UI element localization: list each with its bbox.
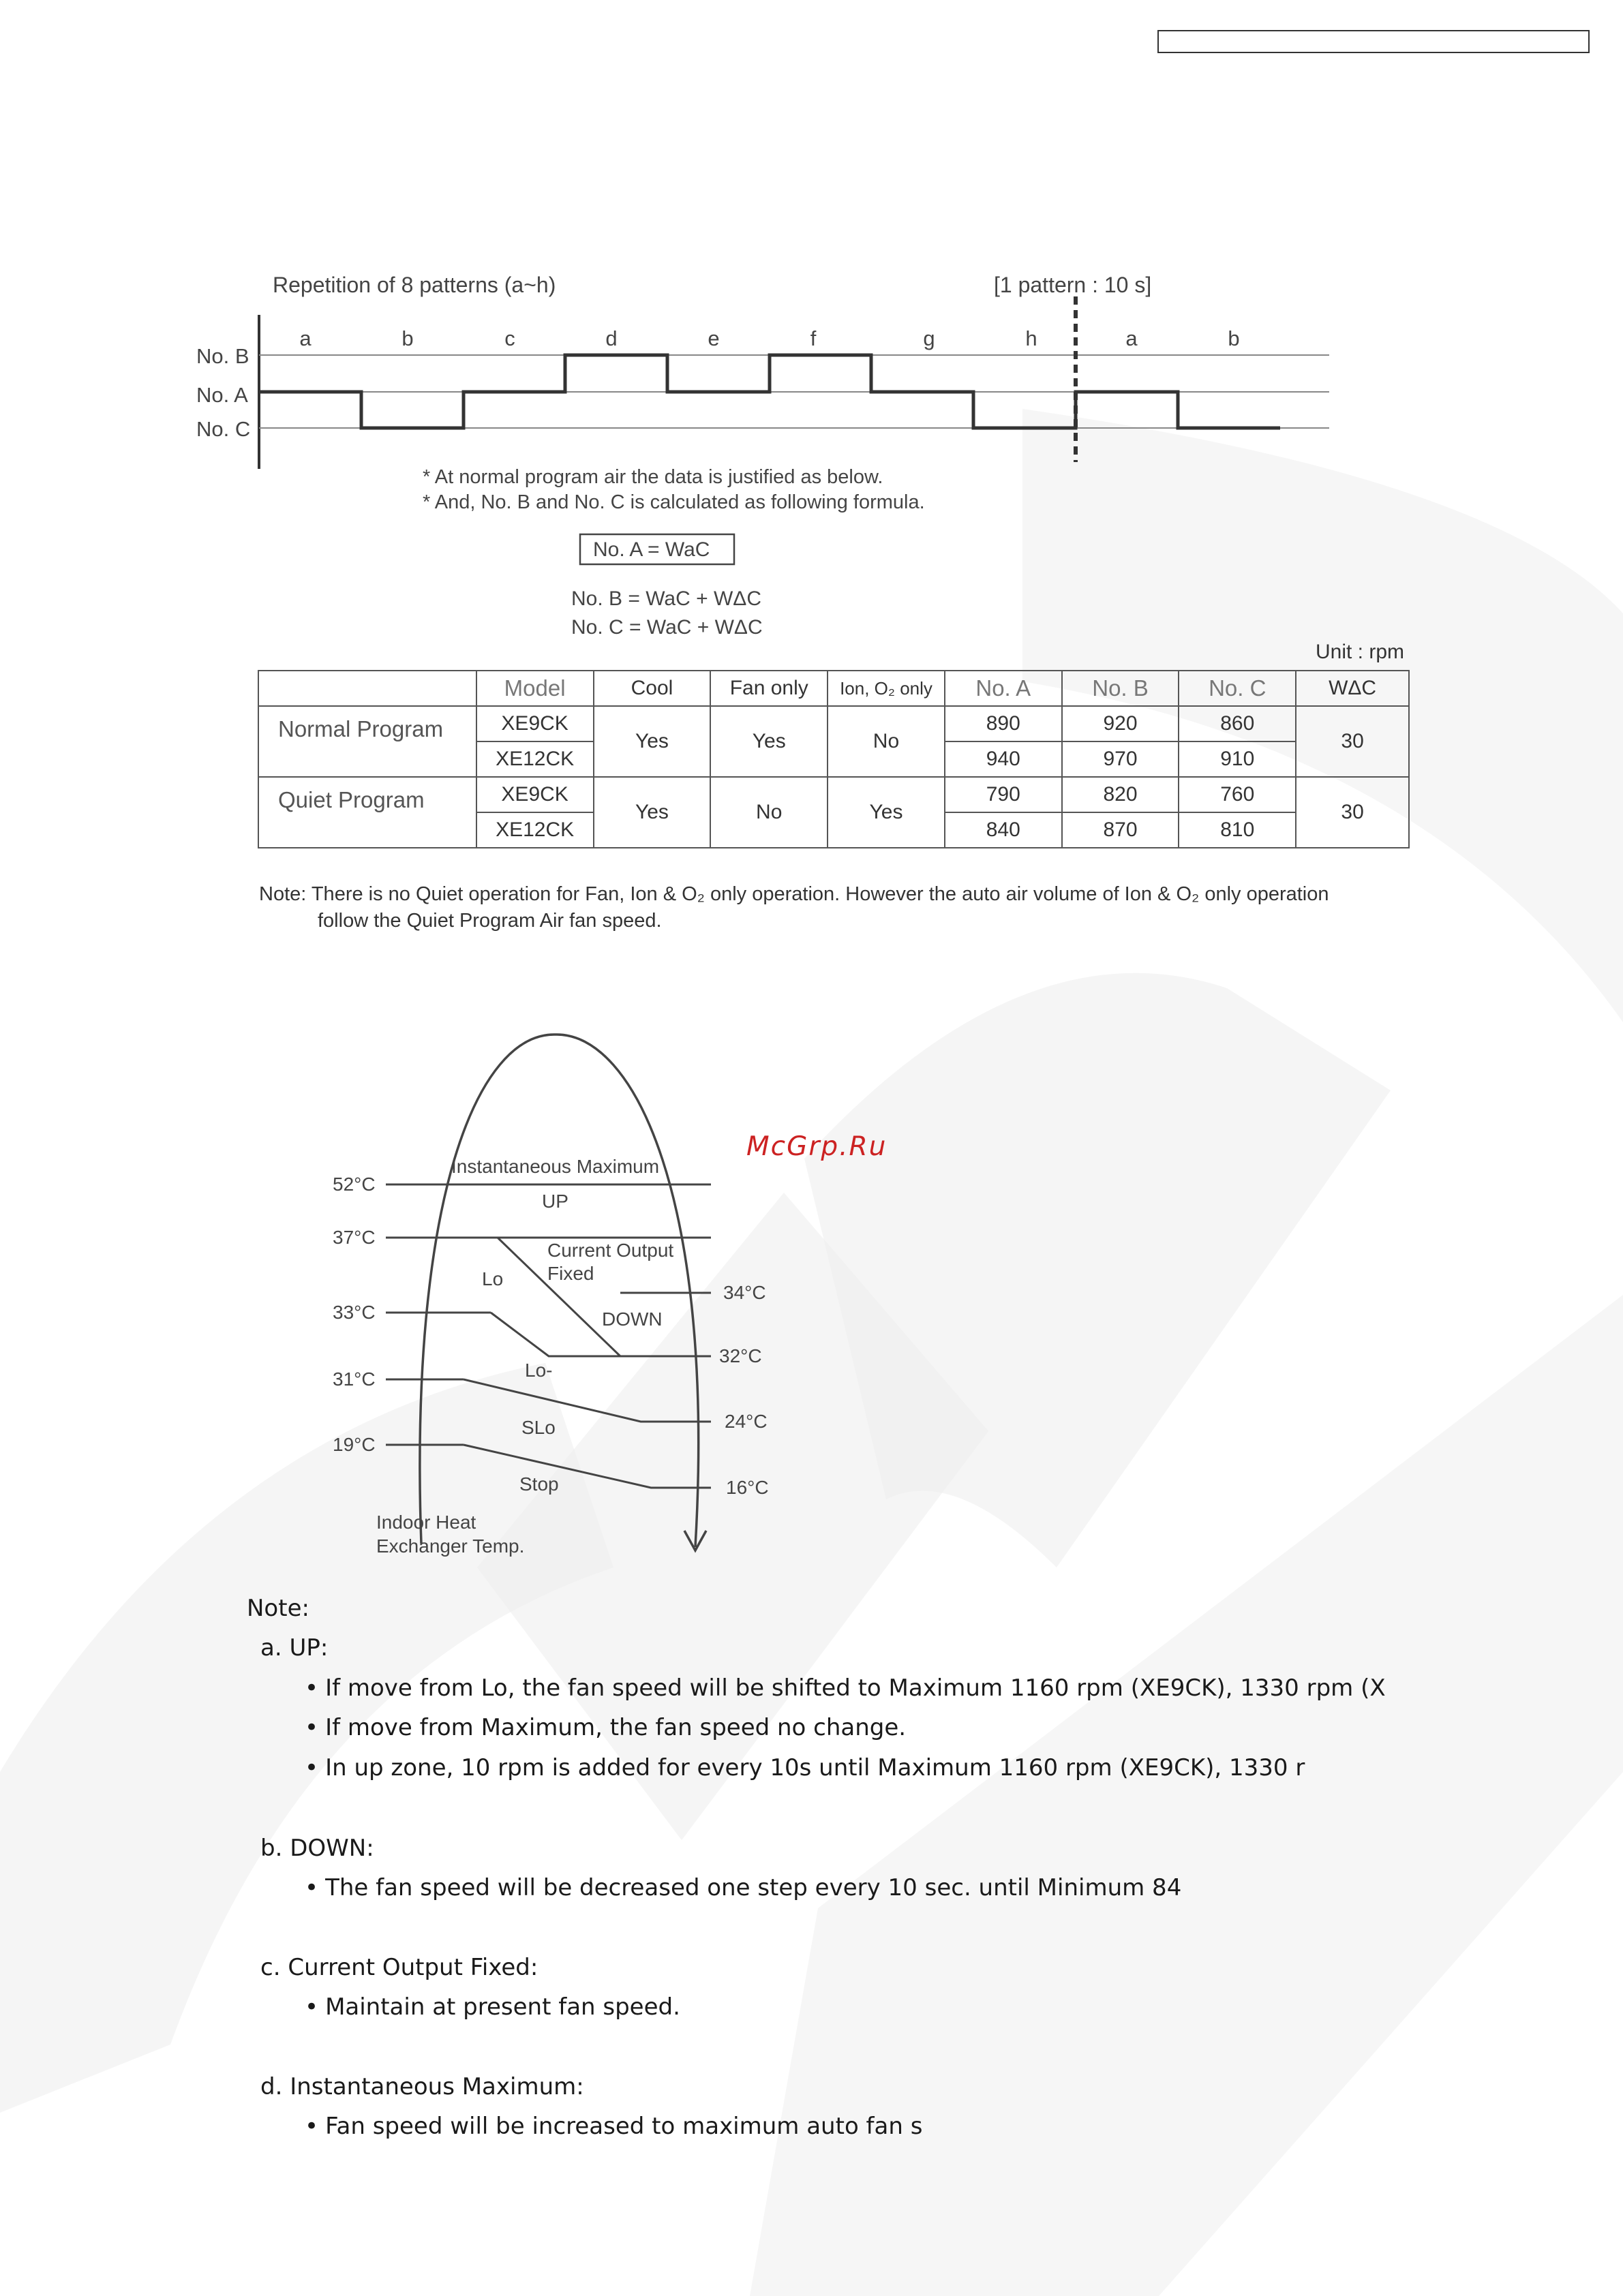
zone-slo: SLo (521, 1417, 556, 1438)
no-a-cell: 890 (945, 706, 1062, 741)
fan-only-cell: Yes (710, 706, 828, 777)
axis-label-line-2: Exchanger Temp. (376, 1535, 525, 1557)
zone-lo: Lo (482, 1268, 504, 1289)
pattern-letter: h (1025, 326, 1037, 350)
model-cell: XE12CK (476, 812, 594, 848)
note-b-bullet-1: • The fan speed will be decreased one step every 10 sec. until Minimum 84 (305, 1874, 1181, 1901)
model-cell: XE9CK (476, 706, 594, 741)
pattern-letter: d (605, 326, 618, 350)
level-label-c: No. C (196, 417, 251, 441)
table-note-line-1: Note: There is no Quiet operation for Fan, Ion & O₂ only operation. However the auto air volume of Ion & O₂ only operation (259, 883, 1329, 905)
note-a-label: a. (260, 1634, 282, 1662)
level-label-a: No. A (196, 383, 248, 407)
pattern-letter: e (708, 326, 720, 350)
ion-o2-cell: No (828, 706, 945, 777)
formula-no-b: No. B = WaC + WΔC (571, 587, 761, 610)
note-a-bullet-3: • In up zone, 10 rpm is added for every 10s until Maximum 1160 rpm (XE9CK), 1330 r (305, 1754, 1305, 1781)
zone-fixed: Fixed (547, 1263, 594, 1284)
program-name: Normal Program (258, 706, 476, 777)
no-a-cell: 840 (945, 812, 1062, 848)
no-b-cell: 820 (1062, 777, 1179, 812)
watermark-site-text: McGrp.Ru (746, 1131, 888, 1162)
model-cell: XE12CK (476, 741, 594, 777)
header-cool: Cool (594, 671, 711, 706)
header-wdc: WΔC (1296, 671, 1409, 706)
header-ion-o2: Ion, O₂ only (828, 671, 945, 706)
pattern-letter: a (299, 326, 312, 350)
timing-title: Repetition of 8 patterns (a~h) (273, 273, 556, 297)
zone-up: UP (542, 1191, 568, 1212)
pattern-letter: a (1125, 326, 1138, 350)
temp-right: 16°C (726, 1477, 769, 1498)
temp-right: 24°C (725, 1411, 768, 1432)
model-cell: XE9CK (476, 777, 594, 812)
zone-inst-max: Instantaneous Maximum (451, 1156, 660, 1177)
note-c-bullet-1: • Maintain at present fan speed. (305, 1993, 680, 2021)
no-c-cell: 910 (1179, 741, 1296, 777)
pattern-letter: f (810, 326, 817, 350)
table-note-line-2: follow the Quiet Program Air fan speed. (318, 910, 662, 932)
temp-left: 33°C (333, 1302, 376, 1323)
notes-title: Note: (247, 1595, 309, 1622)
wdc-cell: 30 (1296, 706, 1409, 777)
pattern-letter: b (1228, 326, 1240, 350)
pattern-duration: [1 pattern : 10 s] (994, 273, 1152, 297)
note-a-bullet-2: • If move from Maximum, the fan speed no change. (305, 1714, 906, 1741)
temp-right: 32°C (719, 1345, 762, 1366)
header-no-b: No. B (1062, 671, 1179, 706)
timing-note-2: * And, No. B and No. C is calculated as following formula. (423, 491, 925, 513)
header-fan-only: Fan only (710, 671, 828, 706)
header-no-a: No. A (945, 671, 1062, 706)
note-a-title: UP: (289, 1634, 329, 1662)
header-model: Model (476, 671, 594, 706)
note-a-bullet-1: • If move from Lo, the fan speed will be shifted to Maximum 1160 rpm (XE9CK), 1330 rpm (X (305, 1674, 1386, 1702)
note-d-heading (260, 2073, 584, 2100)
note-d-title: Instantaneous Maximum: (290, 2073, 584, 2100)
temp-right: 34°C (723, 1282, 766, 1303)
note-b-title: DOWN: (290, 1835, 374, 1862)
temp-left: 37°C (333, 1227, 376, 1248)
level-label-b: No. B (196, 344, 249, 368)
note-d-label: d. (260, 2073, 283, 2100)
note-d-bullet-1: • Fan speed will be increased to maximum auto fan s (305, 2113, 922, 2140)
pattern-letter: b (401, 326, 414, 350)
note-c-label: c. (260, 1954, 281, 1981)
no-c-cell: 810 (1179, 812, 1296, 848)
note-a-heading (260, 1634, 328, 1662)
pattern-letter: c (504, 326, 515, 350)
temp-left: 19°C (333, 1434, 376, 1455)
zone-lo-minus: Lo- (525, 1360, 553, 1381)
no-a-cell: 790 (945, 777, 1062, 812)
formula-no-a: No. A = WaC (593, 538, 710, 561)
zone-down: DOWN (602, 1308, 663, 1330)
formula-no-c: No. C = WaC + WΔC (571, 616, 763, 639)
note-c-title: Current Output Fixed: (288, 1954, 539, 1981)
zone-current-output: Current Output (547, 1240, 674, 1261)
pattern-letter: g (923, 326, 935, 350)
note-c-heading (260, 1954, 538, 1981)
no-b-cell: 870 (1062, 812, 1179, 848)
cool-cell: Yes (594, 706, 711, 777)
no-c-cell: 760 (1179, 777, 1296, 812)
program-name: Quiet Program (258, 777, 476, 848)
no-b-cell: 970 (1062, 741, 1179, 777)
header-no-c: No. C (1179, 671, 1296, 706)
no-b-cell: 920 (1062, 706, 1179, 741)
temp-left: 52°C (333, 1174, 376, 1195)
timing-note-1: * At normal program air the data is justified as below. (423, 466, 883, 488)
no-a-cell: 940 (945, 741, 1062, 777)
fan-only-cell: No (710, 777, 828, 848)
cool-cell: Yes (594, 777, 711, 848)
ion-o2-cell: Yes (828, 777, 945, 848)
note-b-label: b. (260, 1835, 283, 1862)
no-c-cell: 860 (1179, 706, 1296, 741)
note-b-heading (260, 1835, 374, 1862)
wdc-cell: 30 (1296, 777, 1409, 848)
zone-stop: Stop (519, 1473, 559, 1495)
temp-left: 31°C (333, 1368, 376, 1390)
unit-label: Unit : rpm (1316, 641, 1405, 663)
axis-label-line-1: Indoor Heat (376, 1512, 476, 1533)
